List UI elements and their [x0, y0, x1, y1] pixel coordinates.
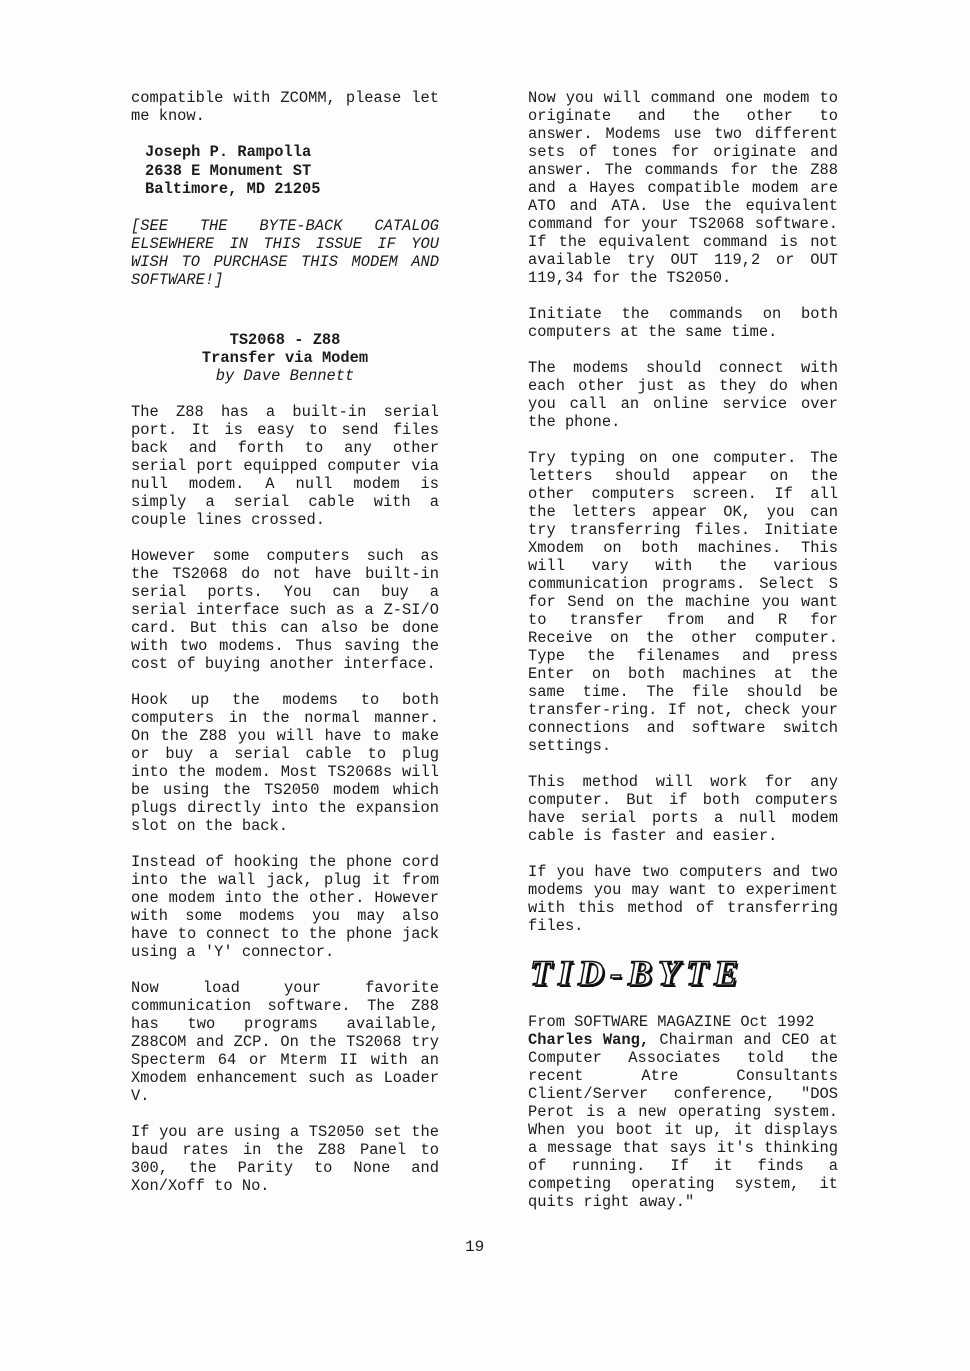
intro-text: compatible with ZCOMM, please let me know.	[131, 89, 439, 125]
contact-address	[145, 143, 439, 199]
tidbyte-name: Charles Wang,	[528, 1031, 650, 1049]
tidbyte-text: Chairman and CEO at Computer Associates told the recent Atre Consultants Client/Server conference, "DOS Perot is a new operating system. When you boot it up, it displays a message that says it's thinking of running. If it finds a competing operating system, it quits right away."	[528, 1031, 838, 1211]
tidbyte-heading: TID-BYTE	[530, 953, 744, 993]
article-title-line2: Transfer via Modem	[201, 348, 369, 367]
paragraph: Now you will command one modem to originate and the other to answer. Modems use two different sets of tones for originate and answer. The commands for the Z88 and a Hayes compatible modem are ATO and ATA. Use the equivalent command for your TS2068 software. If the equivalent command is not available try OUT 119,2 or OUT 119,34 for the TS2050.	[528, 89, 838, 287]
contact-street: 2638 E Monument ST	[145, 161, 312, 180]
tidbyte-body	[528, 1031, 838, 1211]
right-column	[528, 89, 838, 1229]
paragraph: If you are using a TS2050 set the baud rates in the Z88 Panel to 300, the Parity to None and Xon/Xoff to No.	[131, 1122, 439, 1195]
paragraph: If you have two computers and two modems you may want to experiment with this method of transferring files.	[528, 863, 838, 935]
contact-city: Baltimore, MD 21205	[145, 180, 321, 198]
paragraph: Now load your favorite communication software. The Z88 has two programs available, Z88COM and ZCP. On the TS2068 try Specterm 64 or Mterm II with an Xmodem enhancement such as Loader V.	[131, 978, 439, 1105]
paragraph: Hook up the modems to both computers in the normal manner. On the Z88 you will have to make or buy a serial cable to plug into the modem. Most TS2068s will be using the TS2050 modem which plugs directly into the expansion slot on the back.	[131, 690, 439, 835]
article-header	[131, 331, 439, 385]
paragraph: The modems should connect with each other just as they do when you call an online service over the phone.	[528, 359, 838, 431]
paragraph: Try typing on one computer. The letters should appear on the other computers screen. If all the letters appear OK, you can try transferring files. Initiate Xmodem on both machines. This will vary with the various communication programs. Select S for Send on the machine you want to transfer from and R for Receive on the other computer. Type the filenames and press Enter on both machines at the same time. The file should be transfer-ring. If not, check your connections and software switch settings.	[528, 449, 838, 755]
paragraph: Instead of hooking the phone cord into the wall jack, plug it from one modem into the other. However with some modems you may also have to connect to the phone jack using a 'Y' connector.	[131, 852, 439, 961]
paragraph: This method will work for any computer. But if both computers have serial ports a null modem cable is faster and easier.	[528, 773, 838, 845]
article-title-line1: TS2068 - Z88	[229, 330, 341, 349]
paragraph: Initiate the commands on both computers at the same time.	[528, 305, 838, 341]
editor-note: [SEE THE BYTE-BACK CATALOG ELSEWHERE IN THIS ISSUE IF YOU WISH TO PURCHASE THIS MODEM AND SOFTWARE!]	[131, 216, 439, 289]
page-number: 19	[465, 1238, 485, 1256]
article-byline: by Dave Bennett	[215, 366, 355, 385]
left-column	[131, 89, 439, 1213]
paragraph: The Z88 has a built-in serial port. It is easy to send files back and forth to any other serial port equipped computer via null modem. A null modem is simply a serial cable with a couple lines crossed.	[131, 402, 439, 529]
contact-name: Joseph P. Rampolla	[145, 143, 312, 161]
paragraph: However some computers such as the TS2068 do not have built-in serial ports. You can buy a serial interface such as a Z-SI/O card. But this can also be done with two modems. Thus saving the cost of buying another interface.	[131, 546, 439, 673]
tidbyte-source: From SOFTWARE MAGAZINE Oct 1992	[528, 1013, 815, 1031]
